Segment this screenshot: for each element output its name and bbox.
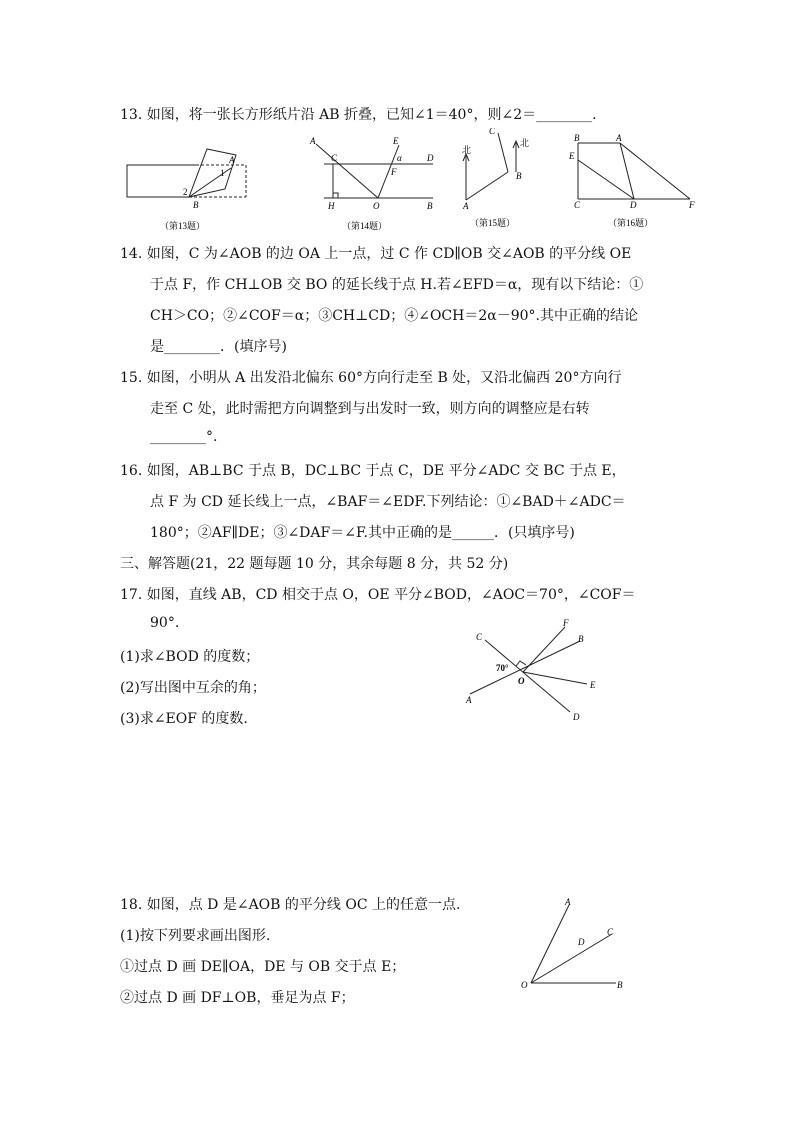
caption-15: （第15题） [470, 218, 516, 228]
figure-16 [578, 143, 690, 199]
f14-label-h: H [328, 201, 335, 211]
question-15-line-1: 15. 如图，小明从 A 出发沿北偏东 60°方向行走至 B 处，又沿北偏西 20°方向行 [120, 370, 622, 386]
figure-17 [0, 618, 794, 728]
f15-label-c: C [489, 128, 496, 136]
f17-label-b: B [578, 634, 584, 644]
caption-14: （第14题） [342, 221, 388, 231]
f15-label-b: B [516, 171, 522, 181]
question-17-line-2: 90°. [150, 615, 180, 631]
f14-label-f: F [391, 167, 397, 177]
question-14-line-4: 是________．(填序号) [150, 339, 287, 355]
f13-label-b: B [193, 200, 199, 210]
f14-label-e: E [393, 136, 399, 146]
question-16-line-3: 180°；②AF∥DE；③∠DAF＝∠F.其中正确的是______．(只填序号) [150, 525, 575, 541]
f14-label-c: C [331, 153, 338, 163]
f14-label-b: B [427, 201, 433, 211]
f17-label-f: F [563, 618, 569, 628]
f18-label-c: C [607, 927, 614, 937]
question-15-line-3: ________°. [150, 429, 218, 445]
f18-label-d: D [578, 937, 585, 947]
question-17-part-1: (1)求∠BOD 的度数； [120, 649, 260, 665]
f18-label-a: A [565, 897, 571, 907]
f17-label-angle: 70° [496, 663, 509, 673]
question-14-line-3: CH＞CO；②∠COF＝α；③CH⊥CD；④∠OCH＝2α－90°.其中正确的结论 [150, 308, 638, 324]
question-14-line-1: 14. 如图，C 为∠AOB 的边 OA 上一点，过 C 作 CD∥OB 交∠AOB 的平分线 OE [120, 246, 632, 262]
question-18-part-2: ①过点 D 画 DE∥OA，DE 与 OB 交于点 E； [120, 959, 406, 975]
question-14-line-2: 于点 F，作 CH⊥OB 交 BO 的延长线于点 H.若∠EFD＝α，现有以下结论：① [150, 277, 644, 293]
f14-label-d: D [427, 153, 434, 163]
f13-label-a: A [229, 155, 235, 165]
question-15-line-2: 走至 C 处，此时需把方向调整到与出发时一致，则方向的调整应是右转 [150, 401, 590, 417]
figure-15 [463, 133, 519, 200]
f17-label-c: C [476, 632, 483, 642]
f15-north-right: 北 [520, 138, 530, 148]
question-18-part-3: ②过点 D 画 DF⊥OB，垂足为点 F； [120, 990, 355, 1006]
f17-label-e: E [590, 680, 596, 690]
f16-label-c: C [574, 200, 581, 210]
f17-label-a: A [466, 695, 472, 705]
f17-label-d: D [573, 712, 580, 722]
f18-label-b: B [617, 980, 623, 990]
f16-label-e: E [569, 151, 575, 161]
f16-label-f: F [689, 200, 695, 210]
f13-label-1: 1 [220, 168, 225, 178]
question-13: 13. 如图，将一张长方形纸片沿 AB 折叠，已知∠1＝40°，则∠2＝________． [120, 107, 607, 123]
f16-label-a: A [616, 133, 622, 143]
question-16-line-1: 16. 如图，AB⊥BC 于点 B，DC⊥BC 于点 C，DE 平分∠ADC 交 BC 于点 E， [120, 463, 626, 479]
caption-16: （第16题） [608, 218, 654, 228]
figure-18 [0, 895, 794, 1010]
question-17-line-1: 17. 如图，直线 AB，CD 相交于点 O，OE 平分∠BOD，∠AOC＝70°，∠COF＝ [120, 587, 636, 603]
question-18-part-1: (1)按下列要求画出图形. [120, 928, 271, 944]
f16-label-b: B [574, 133, 580, 143]
f13-label-2: 2 [183, 187, 188, 197]
f17-label-o: O [518, 676, 525, 686]
f14-label-o: O [373, 201, 380, 211]
f14-label-a: A [310, 136, 316, 146]
question-16-line-2: 点 F 为 CD 延长线上一点，∠BAF＝∠EDF.下列结论：①∠BAD＋∠ADC＝ [150, 494, 626, 510]
f15-north-left: 北 [462, 145, 472, 155]
f18-label-o: O [521, 980, 528, 990]
question-18-line: 18. 如图，点 D 是∠AOB 的平分线 OC 上的任意一点. [120, 897, 461, 913]
question-17-part-3: (3)求∠EOF 的度数. [120, 711, 248, 727]
section-3-title: 三、解答题(21，22 题每题 10 分，其余每题 8 分，共 52 分) [120, 556, 509, 572]
f16-label-d: D [630, 200, 637, 210]
question-17-part-2: (2)写出图中互余的角； [120, 680, 266, 696]
f14-label-alpha: α [397, 153, 402, 163]
caption-13: （第13题） [160, 221, 206, 231]
f15-label-a: A [463, 201, 469, 211]
